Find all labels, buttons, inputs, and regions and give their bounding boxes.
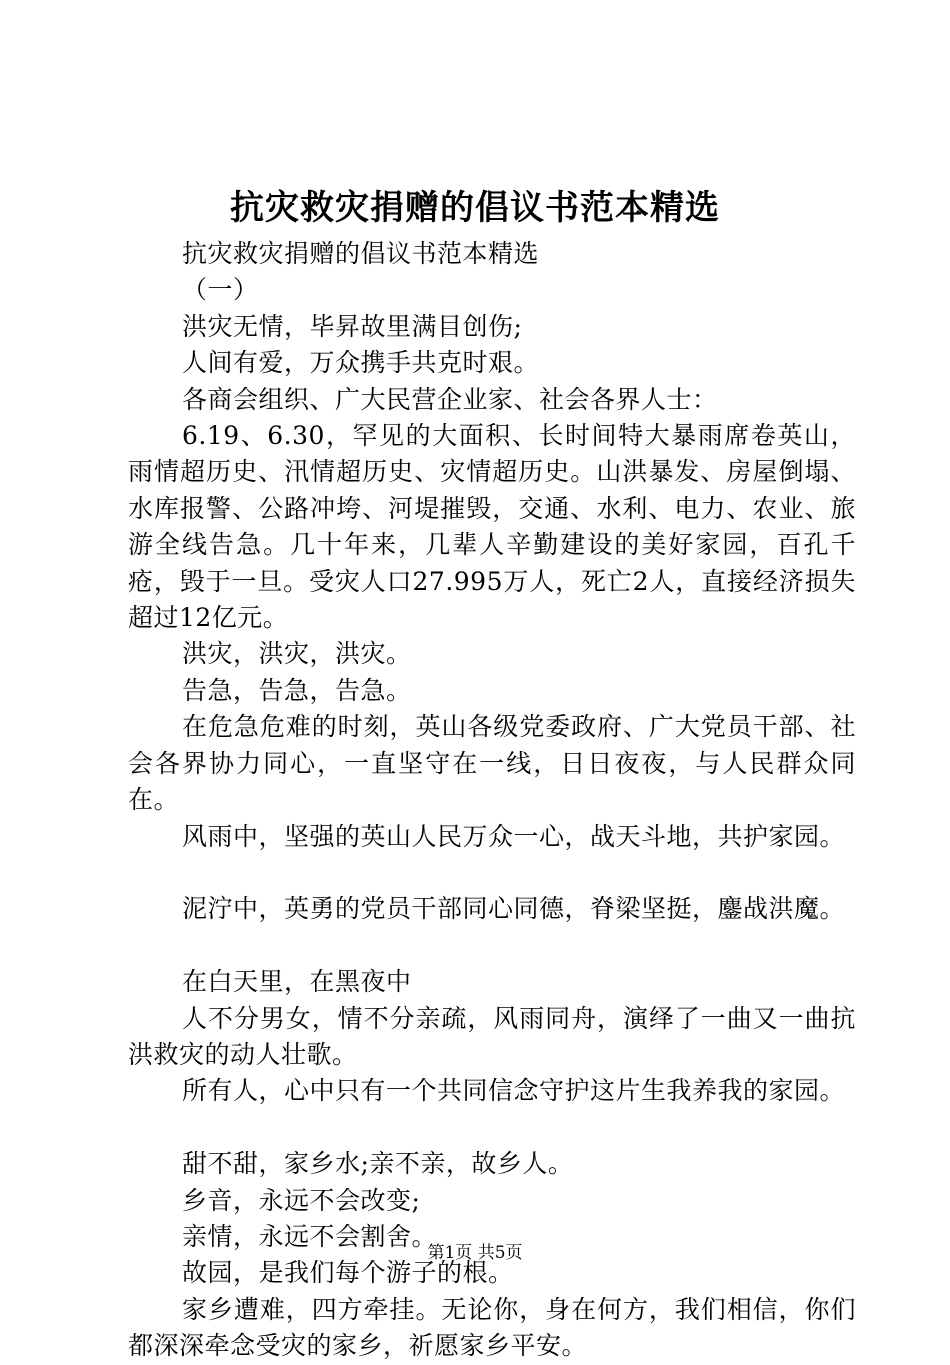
paragraph: 家乡遭难，四方牵挂。无论你，身在何方，我们相信，你们都深深牵念受灾的家乡，祈愿家乡平安。 — [128, 1294, 856, 1361]
blank-line — [128, 1110, 856, 1146]
paragraph: 告急，告急，告急。 — [182, 675, 412, 705]
paragraph: 甜不甜，家乡水;亲不亲，故乡人。 — [182, 1149, 574, 1179]
blank-line — [128, 928, 856, 964]
blank-line — [128, 855, 856, 891]
paragraph: 乡音，永远不会改变; — [182, 1185, 421, 1215]
paragraph-salutation: 各商会组织、广大民营企业家、社会各界人士： — [182, 384, 718, 414]
page-footer: 第1页 共5页 — [427, 1243, 523, 1263]
paragraph-subtitle: 抗灾救灾捐赠的倡议书范本精选 — [182, 239, 540, 268]
paragraph: 洪灾无情，毕昇故里满目创伤; — [182, 311, 523, 341]
paragraph: 洪灾，洪灾，洪灾。 — [182, 639, 412, 669]
paragraph: 在危急危难的时刻，英山各级党委政府、广大党员干部、社会各界协力同心，一直坚守在一线，日日夜夜，与人民群众同在。 — [128, 712, 856, 815]
document-body — [128, 236, 856, 1365]
paragraph: 在白天里，在黑夜中 — [182, 967, 412, 997]
paragraph: 6.19、6.30，罕见的大面积、长时间特大暴雨席卷英山，雨情超历史、汛情超历史、灾情超历史。山洪暴发、房屋倒塌、水库报警、公路冲垮、河堤摧毁，交通、水利、电力、农业、旅游全线告急。几十年来，几辈人辛勤建设的美好家园，百孔千疮，毁于一旦。受灾人口27.995万人，死亡2人，直接经济损失超过12亿元。 — [128, 421, 856, 633]
paragraph: 泥泞中，英勇的党员干部同心同德，脊梁坚挺，鏖战洪魔。 — [182, 894, 846, 924]
paragraph: 风雨中，坚强的英山人民万众一心，战天斗地，共护家园。 — [182, 821, 846, 851]
paragraph: 故园，是我们每个游子的根。 — [182, 1258, 514, 1288]
paragraph: 所有人，心中只有一个共同信念守护这片生我养我的家园。 — [182, 1076, 846, 1106]
paragraph: 人不分男女，情不分亲疏，风雨同舟，演绎了一曲又一曲抗洪救灾的动人壮歌。 — [128, 1003, 856, 1069]
document-title: 抗灾救灾捐赠的倡议书范本精选 — [230, 188, 720, 228]
paragraph: 人间有爱，万众携手共克时艰。 — [182, 348, 540, 378]
paragraph: 亲情，永远不会割舍。 — [182, 1221, 438, 1251]
paragraph-section-number: （一） — [182, 275, 259, 305]
